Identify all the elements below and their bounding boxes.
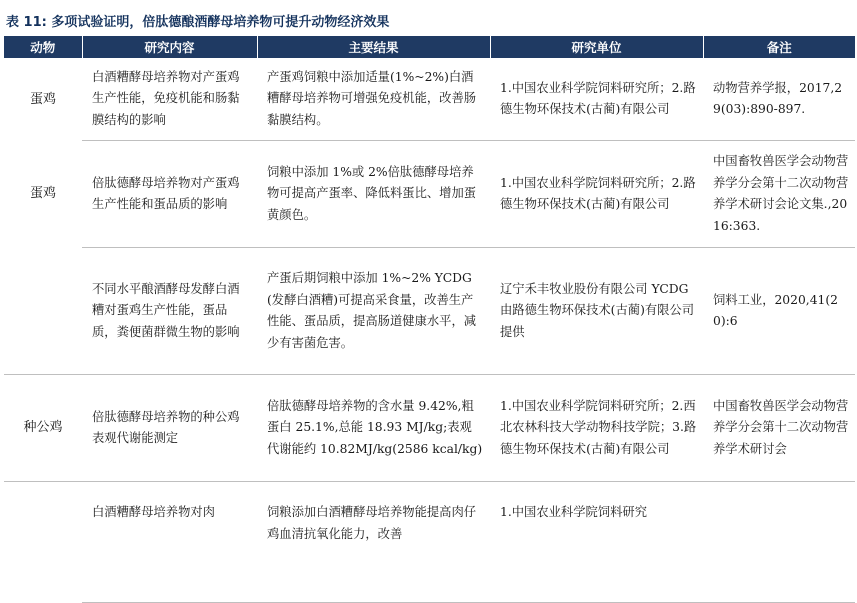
- content-cell: 不同水平酿酒酵母发酵白酒糟对蛋鸡生产性能，蛋品质，粪便菌群微生物的影响: [82, 248, 257, 375]
- result-cell: 产蛋后期饲粮中添加 1%~2% YCDG(发酵白酒糟)可提高采食量，改善生产性能、蛋品质，提高肠道健康水平，减少有害菌危害。: [257, 248, 490, 375]
- result-cell: 饲粮中添加 1%或 2%倍肽德酵母培养物可提高产蛋率、降低料蛋比、增加蛋黄颜色。: [257, 141, 490, 248]
- header-animal: 动物: [4, 36, 82, 58]
- table-row: [4, 375, 855, 482]
- animal-cell: [4, 248, 82, 375]
- note-cell: 中国畜牧兽医学会动物营养学分会第十二次动物营养学术研讨会: [703, 375, 855, 482]
- unit-cell: 1.中国农业科学院饲料研究: [490, 482, 703, 603]
- content-cell: 倍肽德酵母培养物对产蛋鸡生产性能和蛋品质的影响: [82, 141, 257, 248]
- content-cell: 白酒糟酵母培养物对产蛋鸡生产性能，免疫机能和肠黏膜结构的影响: [82, 58, 257, 141]
- animal-cell: [4, 141, 82, 248]
- note-cell: 动物营养学报，2017,29(03):890-897.: [703, 58, 855, 141]
- table-row: [4, 141, 855, 248]
- research-table: [4, 36, 855, 603]
- unit-cell: 1.中国农业科学院饲料研究所；2.路德生物环保技术(古蔺)有限公司: [490, 58, 703, 141]
- animal-label: 蛋鸡: [29, 186, 56, 202]
- header-result: 主要结果: [257, 36, 490, 58]
- table-row: [4, 58, 855, 141]
- table-title: 表 11: 多项试验证明，倍肽德酿酒酵母培养物可提升动物经济效果: [6, 15, 390, 30]
- note-cell: [703, 482, 855, 603]
- content-cell: 白酒糟酵母培养物对肉: [82, 482, 257, 603]
- animal-cell: 种公鸡: [4, 375, 82, 482]
- animal-cell: 蛋鸡: [29, 91, 56, 107]
- header-note: 备注: [703, 36, 855, 58]
- header-unit: 研究单位: [490, 36, 703, 58]
- unit-cell: 辽宁禾丰牧业股份有限公司 YCDG 由路德生物环保技术(古蔺)有限公司提供: [490, 248, 703, 375]
- result-cell: 倍肽德酵母培养物的含水量 9.42%,粗蛋白 25.1%,总能 18.93 MJ/kg;表观代谢能约 10.82MJ/kg(2586 kcal/kg): [257, 375, 490, 482]
- animal-cell: [4, 482, 82, 603]
- note-cell: 饲料工业，2020,41(20):6: [703, 248, 855, 375]
- unit-cell: 1.中国农业科学院饲料研究所；2.路德生物环保技术(古蔺)有限公司: [490, 141, 703, 248]
- content-cell: 倍肽德酵母培养物的种公鸡表观代谢能测定: [82, 375, 257, 482]
- table-row: [4, 482, 855, 603]
- header-row: [4, 36, 855, 58]
- result-cell: 产蛋鸡饲粮中添加适量(1%~2%)白酒糟酵母培养物可增强免疫机能，改善肠黏膜结构。: [257, 58, 490, 141]
- result-cell: 饲粮添加白酒糟酵母培养物能提高肉仔鸡血清抗氧化能力，改善: [257, 482, 490, 603]
- table-row: [4, 248, 855, 375]
- note-cell: 中国畜牧兽医学会动物营养学分会第十二次动物营养学术研讨会论文集.,2016:363.: [703, 141, 855, 248]
- header-content: 研究内容: [82, 36, 257, 58]
- unit-cell: 1.中国农业科学院饲料研究所；2.西北农林科技大学动物科技学院；3.路德生物环保技术(古蔺)有限公司: [490, 375, 703, 482]
